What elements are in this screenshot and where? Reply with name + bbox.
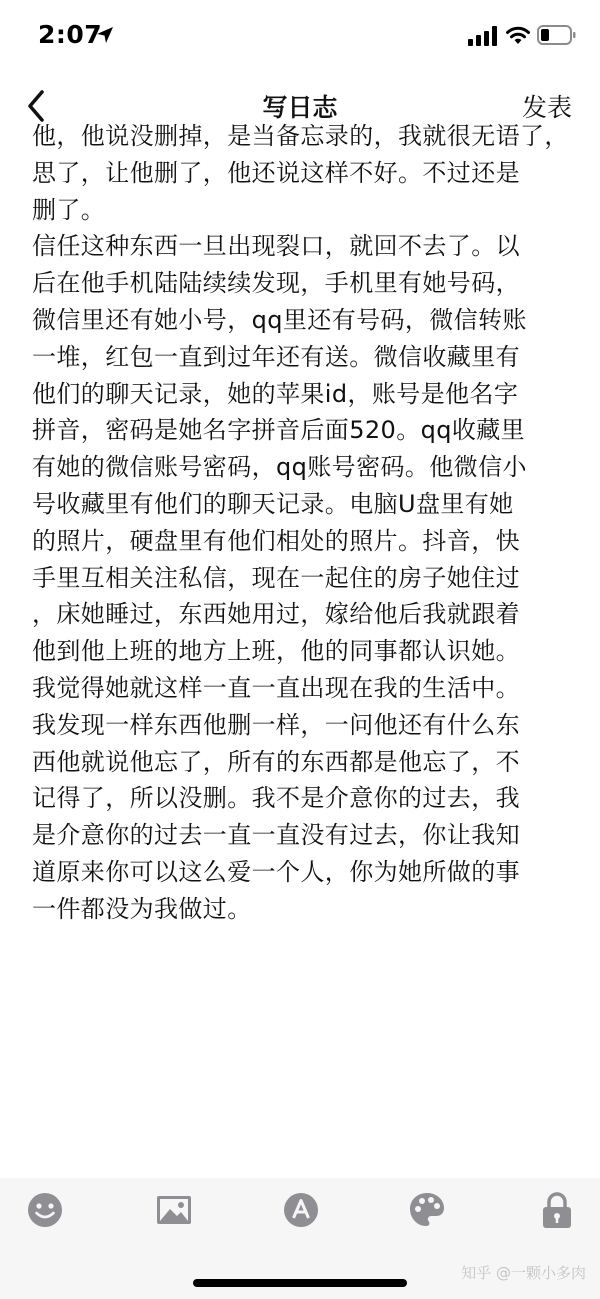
text-line: 记得了，所以没删。我不是介意你的过去，我: [32, 784, 520, 813]
text-line: 一件都没为我做过。: [32, 894, 252, 923]
page-title: 写日志: [262, 93, 338, 122]
text-line: 他们的聊天记录，她的苹果id，账号是他名字: [32, 379, 519, 408]
text-line: 信任这种东西一旦出现裂口，就回不去了。以: [32, 232, 520, 261]
text-line: 道原来你可以这么爱一个人，你为她所做的事: [32, 857, 520, 886]
palette-icon[interactable]: [407, 1190, 447, 1230]
emoji-icon[interactable]: [25, 1190, 65, 1230]
home-indicator[interactable]: [193, 1279, 407, 1287]
text-line: ，床她睡过，东西她用过，嫁给他后我就跟着: [32, 600, 520, 629]
watermark: 知乎 @一颗小多肉: [461, 1264, 586, 1282]
text-line: 拼音，密码是她名字拼音后面520。qq收藏里: [32, 416, 526, 445]
cellular-signal-icon: [468, 26, 498, 46]
font-icon[interactable]: [281, 1190, 321, 1230]
text-line: 是介意你的过去一直一直没有过去，你让我知: [32, 821, 520, 850]
text-line: 的照片，硬盘里有他们相处的照片。抖音，快: [32, 526, 520, 555]
text-line: 他到他上班的地方上班，他的同事都认识她。: [32, 637, 520, 666]
diary-editor[interactable]: [0, 122, 600, 1178]
text-line: 我发现一样东西他删一样，一问他还有什么东: [32, 710, 520, 739]
location-arrow-icon: [96, 26, 114, 44]
editor-toolbar: [0, 1178, 600, 1299]
publish-button[interactable]: 发表: [521, 93, 572, 122]
text-line: 他，他说没删掉，是当备忘录的，我就很无语了，: [32, 122, 569, 150]
text-line: 号收藏里有他们的聊天记录。电脑U盘里有她: [32, 489, 514, 518]
status-time: 2:07: [38, 20, 103, 49]
text-line: 有她的微信账号密码，qq账号密码。他微信小: [32, 453, 527, 482]
text-line: 西他就说他忘了，所有的东西都是他忘了，不: [32, 747, 520, 776]
text-line: 后在他手机陆陆续续发现，手机里有她号码，: [32, 269, 520, 298]
text-line: 我觉得她就这样一直一直出现在我的生活中。: [32, 673, 520, 702]
text-line: 删了。: [32, 195, 106, 224]
image-icon[interactable]: [154, 1190, 194, 1230]
text-line: 一堆，红包一直到过年还有送。微信收藏里有: [32, 342, 520, 371]
text-line: 微信里还有她小号，qq里还有号码，微信转账: [32, 305, 527, 334]
status-bar: [0, 0, 600, 78]
text-line: 思了，让他删了，他还说这样不好。不过还是: [32, 158, 520, 187]
wifi-icon: [505, 24, 531, 46]
battery-icon: [537, 24, 577, 46]
text-line: 手里互相关注私信，现在一起住的房子她住过: [32, 563, 520, 592]
lock-icon[interactable]: [537, 1190, 577, 1230]
diary-text[interactable]: [32, 118, 572, 928]
